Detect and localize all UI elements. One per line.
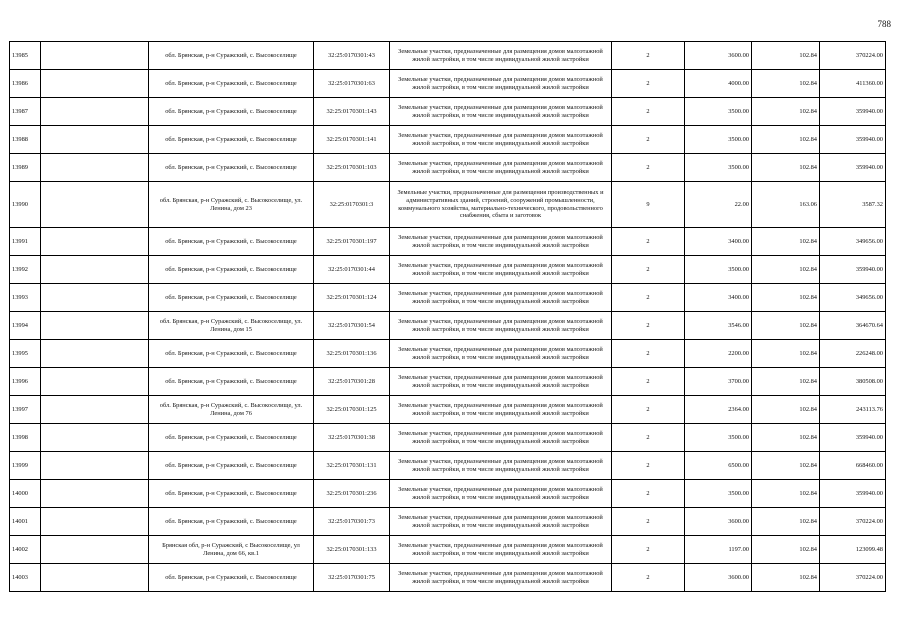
area-cell: 3600.00 [685, 508, 752, 536]
empty-cell [41, 536, 149, 564]
row-number: 13993 [10, 284, 41, 312]
use-group-cell: 2 [612, 452, 685, 480]
cadastral-number-cell: 32:25:0170301:63 [314, 70, 390, 98]
use-group-cell: 2 [612, 424, 685, 452]
use-group-cell: 2 [612, 340, 685, 368]
land-use-cell: Земельные участки, предназначенные для размещения домов малоэтажной жилой застройки, в том числе индивидуальной жилой застройки [390, 536, 612, 564]
cadastral-value-table [9, 41, 886, 592]
row-number: 13987 [10, 98, 41, 126]
land-use-cell: Земельные участки, предназначенные для размещения домов малоэтажной жилой застройки, в том числе индивидуальной жилой застройки [390, 564, 612, 592]
specific-value-cell: 102.84 [752, 312, 820, 340]
land-use-cell: Земельные участки, предназначенные для размещения домов малоэтажной жилой застройки, в том числе индивидуальной жилой застройки [390, 480, 612, 508]
area-cell: 2200.00 [685, 340, 752, 368]
specific-value-cell: 102.84 [752, 452, 820, 480]
table-row [10, 42, 886, 70]
empty-cell [41, 396, 149, 424]
use-group-cell: 2 [612, 98, 685, 126]
empty-cell [41, 228, 149, 256]
row-number: 13989 [10, 154, 41, 182]
row-number: 13995 [10, 340, 41, 368]
land-use-cell: Земельные участки, предназначенные для размещения домов малоэтажной жилой застройки, в том числе индивидуальной жилой застройки [390, 424, 612, 452]
area-cell: 3700.00 [685, 368, 752, 396]
area-cell: 3600.00 [685, 42, 752, 70]
area-cell: 4000.00 [685, 70, 752, 98]
specific-value-cell: 102.84 [752, 536, 820, 564]
cadastral-value-cell: 380508.00 [820, 368, 886, 396]
cadastral-number-cell: 32:25:0170301:236 [314, 480, 390, 508]
cadastral-number-cell: 32:25:0170301:133 [314, 536, 390, 564]
table-row [10, 396, 886, 424]
cadastral-number-cell: 32:25:0170301:43 [314, 42, 390, 70]
cadastral-value-cell: 359940.00 [820, 480, 886, 508]
cadastral-number-cell: 32:25:0170301:143 [314, 98, 390, 126]
area-cell: 3500.00 [685, 126, 752, 154]
row-number: 13997 [10, 396, 41, 424]
land-use-cell: Земельные участки, предназначенные для размещения домов малоэтажной жилой застройки, в том числе индивидуальной жилой застройки [390, 154, 612, 182]
use-group-cell: 2 [612, 42, 685, 70]
address-cell: обл. Брянская, р-н Суражский, с. Высокоселище [149, 284, 314, 312]
empty-cell [41, 182, 149, 228]
empty-cell [41, 508, 149, 536]
specific-value-cell: 102.84 [752, 284, 820, 312]
land-use-cell: Земельные участки, предназначенные для размещения домов малоэтажной жилой застройки, в том числе индивидуальной жилой застройки [390, 256, 612, 284]
address-cell: обл. Брянская, р-н Суражский, с. Высокоселище [149, 480, 314, 508]
use-group-cell: 2 [612, 284, 685, 312]
specific-value-cell: 102.84 [752, 508, 820, 536]
row-number: 13998 [10, 424, 41, 452]
use-group-cell: 2 [612, 396, 685, 424]
use-group-cell: 2 [612, 70, 685, 98]
land-use-cell: Земельные участки, предназначенные для размещения домов малоэтажной жилой застройки, в том числе индивидуальной жилой застройки [390, 228, 612, 256]
cadastral-number-cell: 32:25:0170301:197 [314, 228, 390, 256]
empty-cell [41, 98, 149, 126]
use-group-cell: 2 [612, 312, 685, 340]
land-use-cell: Земельные участки, предназначенные для размещения домов малоэтажной жилой застройки, в том числе индивидуальной жилой застройки [390, 98, 612, 126]
table-row [10, 182, 886, 228]
specific-value-cell: 102.84 [752, 126, 820, 154]
row-number: 13994 [10, 312, 41, 340]
empty-cell [41, 424, 149, 452]
empty-cell [41, 564, 149, 592]
row-number: 13999 [10, 452, 41, 480]
address-cell: обл. Брянская, р-н Суражский, с. Высокоселище, ул. Ленина, дом 15 [149, 312, 314, 340]
use-group-cell: 2 [612, 564, 685, 592]
address-cell: обл. Брянская, р-н Суражский, с. Высокоселище [149, 256, 314, 284]
cadastral-value-cell: 668460.00 [820, 452, 886, 480]
cadastral-value-cell: 3587.32 [820, 182, 886, 228]
empty-cell [41, 480, 149, 508]
cadastral-value-cell: 359940.00 [820, 126, 886, 154]
cadastral-value-cell: 226248.00 [820, 340, 886, 368]
area-cell: 3600.00 [685, 564, 752, 592]
cadastral-number-cell: 32:25:0170301:103 [314, 154, 390, 182]
specific-value-cell: 102.84 [752, 396, 820, 424]
cadastral-value-cell: 411360.00 [820, 70, 886, 98]
land-use-cell: Земельные участки, предназначенные для размещения домов малоэтажной жилой застройки, в том числе индивидуальной жилой застройки [390, 452, 612, 480]
area-cell: 3500.00 [685, 154, 752, 182]
land-use-cell: Земельные участки, предназначенные для размещения домов малоэтажной жилой застройки, в том числе индивидуальной жилой застройки [390, 126, 612, 154]
cadastral-number-cell: 32:25:0170301:131 [314, 452, 390, 480]
empty-cell [41, 154, 149, 182]
specific-value-cell: 102.84 [752, 480, 820, 508]
row-number: 14001 [10, 508, 41, 536]
cadastral-value-cell: 364670.64 [820, 312, 886, 340]
specific-value-cell: 102.84 [752, 70, 820, 98]
use-group-cell: 2 [612, 368, 685, 396]
cadastral-value-cell: 123099.48 [820, 536, 886, 564]
row-number: 14002 [10, 536, 41, 564]
specific-value-cell: 102.84 [752, 98, 820, 126]
area-cell: 22.00 [685, 182, 752, 228]
empty-cell [41, 42, 149, 70]
table-row [10, 284, 886, 312]
table-row [10, 126, 886, 154]
use-group-cell: 2 [612, 536, 685, 564]
cadastral-number-cell: 32:25:0170301:44 [314, 256, 390, 284]
cadastral-value-cell: 359940.00 [820, 98, 886, 126]
row-number: 14000 [10, 480, 41, 508]
empty-cell [41, 284, 149, 312]
specific-value-cell: 102.84 [752, 228, 820, 256]
specific-value-cell: 102.84 [752, 368, 820, 396]
use-group-cell: 9 [612, 182, 685, 228]
cadastral-value-cell: 370224.00 [820, 42, 886, 70]
cadastral-number-cell: 32:25:0170301:38 [314, 424, 390, 452]
land-use-cell: Земельные участки, предназначенные для размещения домов малоэтажной жилой застройки, в том числе индивидуальной жилой застройки [390, 70, 612, 98]
land-use-cell: Земельные участки, предназначенные для размещения домов малоэтажной жилой застройки, в том числе индивидуальной жилой застройки [390, 312, 612, 340]
table-row [10, 536, 886, 564]
address-cell: обл. Брянская, р-н Суражский, с. Высокоселище [149, 228, 314, 256]
address-cell: обл. Брянская, р-н Суражский, с. Высокоселище, ул. Ленина, дом 76 [149, 396, 314, 424]
empty-cell [41, 256, 149, 284]
table-body [10, 42, 886, 592]
cadastral-number-cell: 32:25:0170301:124 [314, 284, 390, 312]
table-row [10, 508, 886, 536]
area-cell: 3500.00 [685, 98, 752, 126]
cadastral-value-cell: 349656.00 [820, 228, 886, 256]
cadastral-number-cell: 32:25:0170301:28 [314, 368, 390, 396]
empty-cell [41, 126, 149, 154]
table-row [10, 312, 886, 340]
area-cell: 3500.00 [685, 424, 752, 452]
cadastral-number-cell: 32:25:0170301:73 [314, 508, 390, 536]
cadastral-value-cell: 359940.00 [820, 256, 886, 284]
address-cell: обл. Брянская, р-н Суражский, с. Высокоселище [149, 508, 314, 536]
area-cell: 6500.00 [685, 452, 752, 480]
land-use-cell: Земельные участки, предназначенные для размещения домов малоэтажной жилой застройки, в том числе индивидуальной жилой застройки [390, 368, 612, 396]
empty-cell [41, 340, 149, 368]
land-use-cell: Земельные участки, предназначенные для размещения домов малоэтажной жилой застройки, в том числе индивидуальной жилой застройки [390, 42, 612, 70]
row-number: 13991 [10, 228, 41, 256]
cadastral-number-cell: 32:25:0170301:75 [314, 564, 390, 592]
land-use-cell: Земельные участки, предназначенные для размещения производственных и административных зданий, строений, сооружений промышленности, коммунального хозяйства, материально-технического, продовольственного снабжения, сбыта и заготовок [390, 182, 612, 228]
specific-value-cell: 102.84 [752, 154, 820, 182]
cadastral-number-cell: 32:25:0170301:125 [314, 396, 390, 424]
use-group-cell: 2 [612, 228, 685, 256]
address-cell: обл. Брянская, р-н Суражский, с. Высокоселище [149, 154, 314, 182]
area-cell: 1197.00 [685, 536, 752, 564]
specific-value-cell: 163.06 [752, 182, 820, 228]
table-row [10, 368, 886, 396]
row-number: 13988 [10, 126, 41, 154]
land-use-cell: Земельные участки, предназначенные для размещения домов малоэтажной жилой застройки, в том числе индивидуальной жилой застройки [390, 340, 612, 368]
cadastral-number-cell: 32:25:0170301:3 [314, 182, 390, 228]
cadastral-value-cell: 359940.00 [820, 154, 886, 182]
table-row [10, 70, 886, 98]
row-number: 13992 [10, 256, 41, 284]
page-number: 788 [877, 19, 891, 29]
address-cell: обл. Брянская, р-н Суражский, с. Высокоселище [149, 368, 314, 396]
cadastral-value-cell: 349656.00 [820, 284, 886, 312]
empty-cell [41, 452, 149, 480]
address-cell: обл. Брянская, р-н Суражский, с. Высокоселище [149, 98, 314, 126]
table-row [10, 256, 886, 284]
table-row [10, 480, 886, 508]
address-cell: обл. Брянская, р-н Суражский, с. Высокоселище [149, 452, 314, 480]
empty-cell [41, 312, 149, 340]
address-cell: обл. Брянская, р-н Суражский, с. Высокоселище [149, 126, 314, 154]
table-row [10, 452, 886, 480]
table-row [10, 424, 886, 452]
address-cell: обл. Брянская, р-н Суражский, с. Высокоселище [149, 564, 314, 592]
area-cell: 3400.00 [685, 284, 752, 312]
table-row [10, 98, 886, 126]
use-group-cell: 2 [612, 480, 685, 508]
address-cell: обл. Брянская, р-н Суражский, с. Высокоселище [149, 424, 314, 452]
address-cell: обл. Брянская, р-н Суражский, с. Высокоселище [149, 70, 314, 98]
row-number: 13996 [10, 368, 41, 396]
table-row [10, 228, 886, 256]
cadastral-number-cell: 32:25:0170301:141 [314, 126, 390, 154]
cadastral-value-cell: 359940.00 [820, 424, 886, 452]
area-cell: 3500.00 [685, 480, 752, 508]
cadastral-value-cell: 243113.76 [820, 396, 886, 424]
use-group-cell: 2 [612, 154, 685, 182]
land-use-cell: Земельные участки, предназначенные для размещения домов малоэтажной жилой застройки, в том числе индивидуальной жилой застройки [390, 396, 612, 424]
table-row [10, 340, 886, 368]
row-number: 13990 [10, 182, 41, 228]
specific-value-cell: 102.84 [752, 256, 820, 284]
use-group-cell: 2 [612, 126, 685, 154]
address-cell: обл. Брянская, р-н Суражский, с. Высокоселище [149, 42, 314, 70]
row-number: 13985 [10, 42, 41, 70]
use-group-cell: 2 [612, 508, 685, 536]
cadastral-value-cell: 370224.00 [820, 508, 886, 536]
area-cell: 3400.00 [685, 228, 752, 256]
land-use-cell: Земельные участки, предназначенные для размещения домов малоэтажной жилой застройки, в том числе индивидуальной жилой застройки [390, 284, 612, 312]
cadastral-number-cell: 32:25:0170301:54 [314, 312, 390, 340]
use-group-cell: 2 [612, 256, 685, 284]
table-row [10, 154, 886, 182]
empty-cell [41, 70, 149, 98]
area-cell: 3500.00 [685, 256, 752, 284]
specific-value-cell: 102.84 [752, 424, 820, 452]
address-cell: обл. Брянская, р-н Суражский, с. Высокоселище [149, 340, 314, 368]
specific-value-cell: 102.84 [752, 340, 820, 368]
empty-cell [41, 368, 149, 396]
address-cell: Брянская обл, р-н Суражский, с Высокоселище, ул Ленина, дом 66, кв.1 [149, 536, 314, 564]
row-number: 14003 [10, 564, 41, 592]
address-cell: обл. Брянская, р-н Суражский, с. Высокоселище, ул. Ленина, дом 23 [149, 182, 314, 228]
land-use-cell: Земельные участки, предназначенные для размещения домов малоэтажной жилой застройки, в том числе индивидуальной жилой застройки [390, 508, 612, 536]
area-cell: 3546.00 [685, 312, 752, 340]
specific-value-cell: 102.84 [752, 564, 820, 592]
specific-value-cell: 102.84 [752, 42, 820, 70]
cadastral-number-cell: 32:25:0170301:136 [314, 340, 390, 368]
area-cell: 2364.00 [685, 396, 752, 424]
table-row [10, 564, 886, 592]
row-number: 13986 [10, 70, 41, 98]
cadastral-value-cell: 370224.00 [820, 564, 886, 592]
